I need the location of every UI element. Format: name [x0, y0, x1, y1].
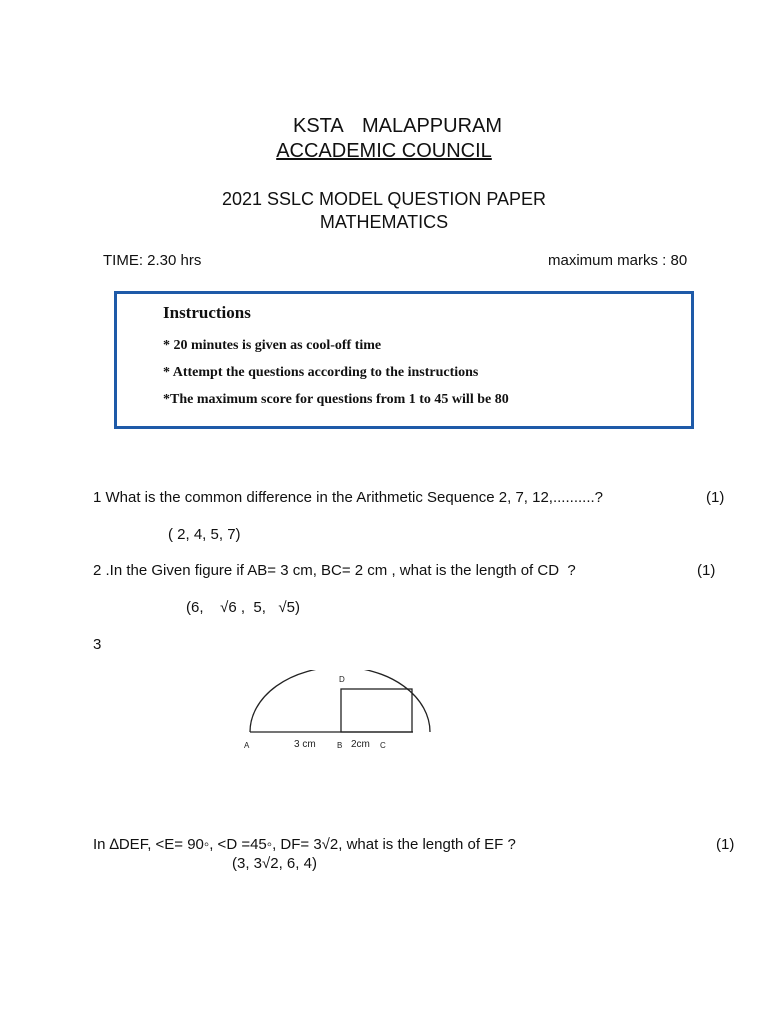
council-title: ACCADEMIC COUNCIL [276, 140, 492, 162]
instruction-item: * 20 minutes is given as cool-off time [163, 338, 382, 353]
instruction-item: * Attempt the questions according to the instructions [163, 365, 479, 380]
label-c: C [380, 741, 386, 750]
exam-title: 2021 SSLC MODEL QUESTION PAPER [221, 189, 547, 209]
time-label: TIME: 2.30 hrs [103, 252, 202, 269]
question-2-text: 2 .In the Given figure if AB= 3 cm, BC= 2 cm , what is the length of CD ? [93, 562, 576, 579]
org-name-right: MALAPPURAM [362, 115, 503, 137]
label-a: A [244, 741, 250, 750]
instructions-title: Instructions [163, 303, 251, 322]
question-3-number: 3 [93, 636, 102, 653]
ab-length-label: 3 cm [294, 739, 316, 750]
subject-title: MATHEMATICS [319, 212, 449, 232]
square-on-cd [341, 689, 412, 732]
bc-length-label: 2cm [351, 739, 370, 750]
question-2-marks: (1) [697, 562, 716, 579]
question-3-text: In ∆DEF, <E= 90◦, <D =45◦, DF= 3√2, what is the length of EF ? [93, 836, 516, 853]
instructions-box [114, 291, 694, 429]
semicircle-figure [238, 670, 438, 760]
question-1-options: ( 2, 4, 5, 7) [168, 526, 241, 543]
label-b: B [337, 741, 343, 750]
label-d: D [339, 675, 345, 684]
question-2-options: (6, √6 , 5, √5) [186, 599, 301, 616]
question-3-marks: (1) [716, 836, 735, 853]
question-3-options: (3, 3√2, 6, 4) [232, 855, 317, 872]
question-1-marks: (1) [706, 489, 725, 506]
max-marks-label: maximum marks : 80 [548, 252, 688, 269]
question-1-text: 1 What is the common difference in the Arithmetic Sequence 2, 7, 12,..........? [93, 489, 603, 506]
org-name-left: KSTA [293, 115, 344, 137]
instruction-item: *The maximum score for questions from 1 to 45 will be 80 [163, 392, 509, 407]
